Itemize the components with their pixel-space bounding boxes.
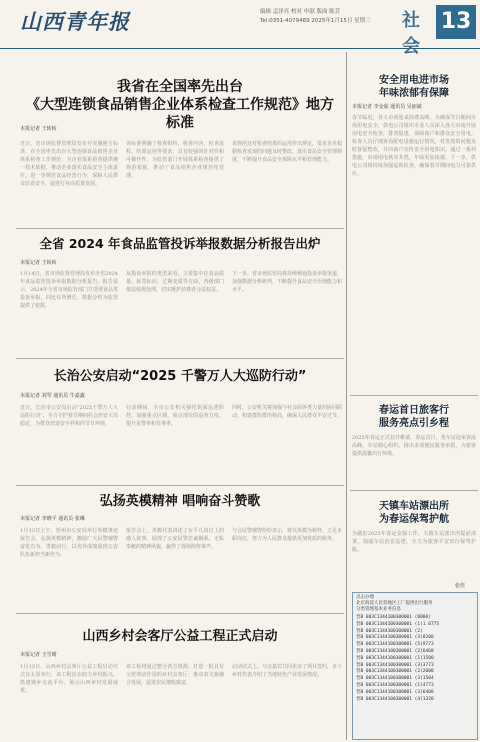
notice-box-item: 晋B 003C1344100300001 (5)9773	[356, 642, 434, 648]
article-1-title-line2: 《大型连锁食品销售企业体系检查工作规范》地方标准	[26, 97, 334, 131]
article-3-col-1: 近日，长治市公安局启动“2025千警万人大巡防行动”，全力守护春节期间社会治安大局稳定，为群众营造安全祥和的节日环境。	[20, 405, 118, 427]
divider-2	[16, 358, 344, 359]
masthead	[0, 0, 480, 57]
section-name: 社会	[402, 10, 420, 57]
masthead-date: Tel:0351-4079469 2025年1月15日 星期三	[260, 18, 371, 24]
article-2-col-2: 从投诉举报的类型来看，主要集中在食品质量、标签标识、过期变质等方面，各级部门依法依规处理，切实维护消费者合法权益。	[126, 271, 224, 293]
article-1-col-2: 该标准明确了检查组织、检查内容、检查流程、结果运用等要求，具有较强的针对性和可操作性，为监管部门开展体系检查提供了规范依据，推动了食品销售企业规范化管理。	[126, 141, 224, 179]
article-5-col-1: 1月13日，山西乡村会客厅公益工程启动仪式在太原举行，该工程旨在助力乡村振兴，搭建城乡交流平台，展示山西乡村发展成果。	[20, 664, 118, 694]
article-2-col-1: 1月14日，省市场监督管理局发布全省2024年食品监管投诉举报数据分析报告。报告显示，2024年全省市场监管部门共受理食品类投诉举报，同比有所增长，数据分析为监管提供了依据。	[20, 271, 118, 309]
article-2-byline: 本报记者 王转转	[20, 260, 57, 266]
sidebar-story-3-body: 为做好2025年春运安保工作，天镇车站派出所提前部署，加强车站治安巡逻，全力为旅客平安出行保驾护航。	[352, 531, 476, 553]
notice-box	[352, 592, 478, 740]
article-1-byline: 本报记者 王转转	[20, 126, 57, 132]
article-4-byline: 本报记者 李晓平 通讯员 张琳	[20, 516, 85, 522]
notice-box-item: 晋B 003C1344100300001 (3)6408	[356, 689, 434, 695]
article-4-col-2: 报告会上，英模代表讲述了在平凡岗位上的感人故事，展现了公安民警忠诚履职、无私奉献的精神风貌，赢得了现场阵阵掌声。	[126, 528, 224, 550]
notice-box-item: 晋B 003C1344100300001 (3)8200	[356, 635, 434, 641]
article-5-byline: 本报记者 王雪晴	[20, 652, 57, 658]
sidebar-divider-1	[350, 395, 478, 396]
article-2-title: 全省 2024 年食品监管投诉举报数据分析报告出炉	[39, 236, 321, 251]
notice-box-item: 晋B 003C1344100300001 (2)2000	[356, 669, 434, 675]
article-3-col-2: 行动期间，全市公安机关强化街面巡逻防控，加强重点区域、重点部位的巡查力度，提升见警率和管事率。	[126, 405, 224, 427]
article-5-title: 山西乡村会客厅公益工程正式启动	[82, 629, 278, 644]
article-5-col-3: 启动仪式上，与会嘉宾共同见证了项目签约，多个乡村代表介绍了当地特色产业发展情况。	[232, 664, 342, 678]
sidebar-story-3-title: 天镇车站漂出所 为春运保驾护航	[379, 501, 449, 525]
divider-3	[16, 485, 344, 486]
article-3-col-3: 同时，公安机关将加强与社会面各类力量的协同联动，构建群防群治格局，确保人民群众平安过节。	[232, 405, 342, 419]
article-1-col-3: 该规范还对检查结果的运用作出规定，要求企业根据检查发现的问题及时整改，落实食品安全管理制度，不断提升食品安全保障水平和管理能力。	[232, 141, 342, 163]
sidebar-story-2-body: 2025年春运正式拉开帷幕，春运首日，各车站迎来客流高峰。车站精心组织，推出多项便民服务举措，为旅客提供温馨出行环境。	[352, 435, 476, 457]
notice-box-item: 晋B 003C1344100300001 (3)1504	[356, 676, 434, 682]
newspaper-logo: 山西青年报	[20, 9, 130, 34]
notice-box-item: 晋B 003C1344100300001 (1)1500	[356, 655, 434, 661]
article-4-title: 弘扬英模精神 唱响奋斗赞歌	[99, 494, 261, 509]
column-divider	[346, 52, 347, 740]
notice-box-item: 晋B 003C1344100300001 (2)	[356, 628, 423, 634]
notice-box-header: 点击办理 北京海淀人民营地区工厂提供出行服务 分类管理基本业务信息	[356, 595, 433, 612]
sidebar-story-1-title: 安全用电进市场 年味浓郁有保障	[379, 75, 449, 99]
article-3-title: 长治公安启动“2025 千警万人大巡防行动”	[53, 369, 307, 384]
article-2-col-3: 下一步，省市场监管局将持续畅通投诉举报渠道，加强数据分析研判，不断提升食品安全治理能力和水平。	[232, 271, 342, 293]
article-1-title	[20, 78, 340, 132]
article-4-col-3: 与会民警辅警纷纷表示，将以英模为榜样，立足本职岗位，努力为人民群众提供更加优质的服务。	[232, 528, 342, 542]
article-1-title-line1: 我省在全国率先出台	[117, 79, 243, 95]
masthead-editors: 编辑 孟泽亮 校对 申淑 版面 陈芳	[260, 9, 341, 15]
sidebar-story-1-byline: 本报记者 李金茹 通讯员 吴丽斌	[352, 104, 422, 110]
article-4-col-1: 1月13日上午，忻州市公安局举行英模事迹报告会，弘扬英模精神，激励广大民警辅警奋发有为、勇毅前行，以优异成绩展现公安队伍新担当新作为。	[20, 528, 118, 558]
sidebar-story-3-byline: 张佳	[455, 583, 466, 589]
article-5-col-2: 该工程将通过整合各方资源，打造一批具有示范带动作用的乡村会客厅，推动农文旅融合发展，促进农民增收致富。	[126, 664, 224, 686]
notice-box-item: 晋B 003C1344100300001 (2)6468	[356, 648, 434, 654]
sidebar-story-1-body: 春节临近，各大市场迎来消费高峰。为确保节日期间市场用电安全，供电公司组织专业人员深入各大市场开展用电安全检查，排查隐患，保障商户和群众安全用电。检查人员仔细查看配电设施运行情况，对发现的问题及时督促整改，并向商户宣传安全用电知识。通过一系列措施，市场用电秩序井然，年味更加浓郁。下一步，供电公司将持续加强巡视检查，确保春节期间电力可靠供应。	[352, 115, 476, 177]
page-number: 13	[436, 5, 476, 39]
notice-box-item: 晋B 003C1344100300001 (1)4773	[356, 682, 434, 688]
notice-box-item: 晋B 003C1344100300001 (0000)	[356, 615, 431, 620]
divider-1	[16, 228, 344, 229]
article-3-byline: 本报记者 刘琴 通讯员 牛嘉鑫	[20, 393, 85, 399]
article-1-col-1: 近日，省市场监督管理局发布并实施地方标准，在全国率先出台大型连锁食品销售企业体系检查工作规范，为企业体系检查提供统一技术依据，推动企业落实食品安全主体责任，进一步规范食品经营行为，保障人民群众饮食安全，促进行业高质量发展。	[20, 141, 118, 187]
masthead-info	[260, 8, 371, 26]
notice-box-item: 晋B 003C1344100300001 (3)3773	[356, 662, 434, 668]
notice-box-item: 晋B 003C1344100300001 (1)1.0775	[356, 621, 440, 627]
divider-4	[16, 613, 344, 614]
notice-box-list	[353, 615, 477, 703]
sidebar-story-2-title: 春运首日旅客行 服务亮点引乡程	[379, 405, 449, 429]
sidebar-divider-2	[350, 490, 478, 491]
notice-box-item: 晋B 003C1344100300001 (4)1320	[356, 696, 434, 702]
